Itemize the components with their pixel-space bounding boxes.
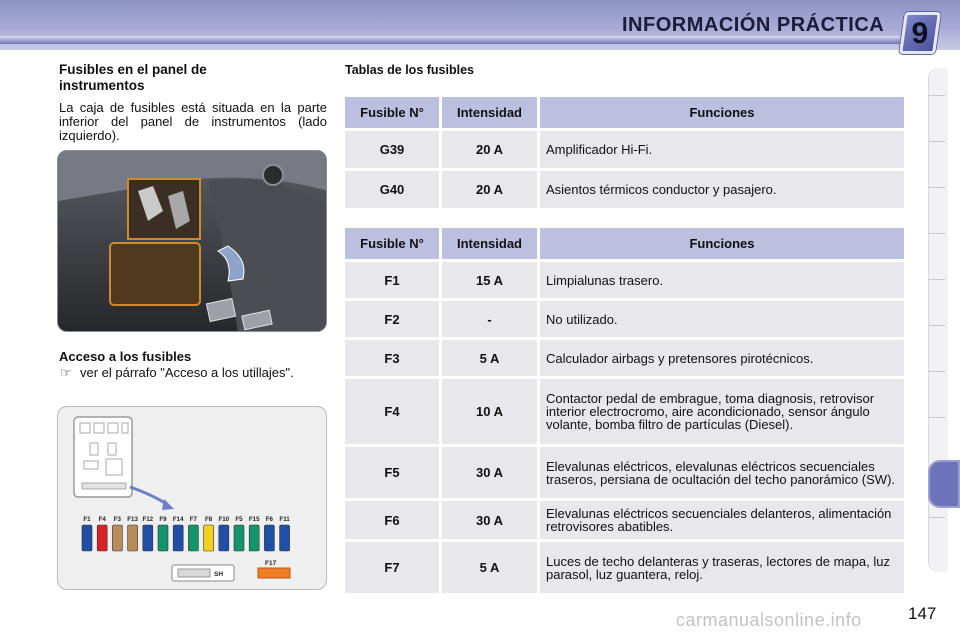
table-row — [345, 340, 904, 379]
fuse-func: Luces de techo delanteras y traseras, lectores de mapa, luz parasol, luz guantera, reloj. — [540, 542, 904, 593]
f17-label: F17 — [265, 560, 277, 567]
sh-shunt — [178, 569, 210, 577]
fuse-label-group — [83, 516, 290, 523]
fuse-f11 — [280, 525, 290, 551]
fuse-func: Asientos térmicos conductor y pasajero. — [540, 171, 904, 208]
fuse-table-1 — [345, 97, 904, 211]
f17-fuse — [258, 568, 290, 578]
hand-pointer-icon: ☞ — [60, 365, 72, 380]
table-row — [345, 501, 904, 542]
rail-tick — [929, 233, 945, 234]
fuse-id: F4 — [345, 379, 439, 444]
fuse-func: Elevalunas eléctricos, elevalunas eléctricos secuenciales traseros, persiana de ocultación del techo panorámico (SW). — [540, 447, 904, 498]
header-intensity: Intensidad — [442, 97, 537, 128]
sh-label: SH — [214, 571, 224, 578]
fuse-label-f15: F15 — [248, 516, 260, 523]
rail-tick — [929, 417, 945, 418]
rail-tick — [929, 141, 945, 142]
fuse-func: Amplificador Hi-Fi. — [540, 131, 904, 168]
rail-tick — [929, 325, 945, 326]
fuse-f6 — [264, 525, 274, 551]
table-row — [345, 542, 904, 596]
fuse-amp: 15 A — [442, 262, 537, 298]
fuse-label-f3: F3 — [113, 516, 122, 523]
header-fuse: Fusible N° — [345, 97, 439, 128]
fuse-amp: 20 A — [442, 131, 537, 168]
fuse-label-f13: F13 — [127, 516, 138, 523]
chapter-tab-active[interactable] — [928, 460, 960, 508]
header-functions: Funciones — [540, 97, 904, 128]
fuse-label-f12: F12 — [142, 516, 154, 523]
rail-tick — [929, 517, 945, 518]
table-row — [345, 171, 904, 211]
table-header-row — [345, 228, 904, 262]
fuse-func: Limpialunas trasero. — [540, 262, 904, 298]
access-list-item — [60, 365, 294, 381]
fuse-f12 — [143, 525, 153, 551]
fuse-id: F5 — [345, 447, 439, 498]
fuse-f15 — [249, 525, 259, 551]
fuse-diagram-svg — [58, 407, 327, 590]
fuse-f13 — [128, 525, 138, 551]
table-row — [345, 131, 904, 171]
fuse-label-f6: F6 — [265, 516, 274, 523]
fuse-label-f1: F1 — [83, 516, 91, 523]
header-strip — [0, 36, 905, 44]
header-functions: Funciones — [540, 228, 904, 259]
dashboard-illustration — [58, 151, 327, 332]
fuse-box-diagram — [57, 406, 327, 590]
fuse-id: F2 — [345, 301, 439, 337]
rail-tick — [929, 95, 945, 96]
fuse-label-f14: F14 — [172, 516, 184, 523]
fuse-func: Calculador airbags y pretensores pirotécnicos. — [540, 340, 904, 376]
chapter-number: 9 — [911, 17, 929, 50]
fuse-func: Elevalunas eléctricos secuenciales delanteros, alimentación retrovisores abatibles. — [540, 501, 904, 539]
fuse-row-group — [82, 525, 290, 551]
fuse-func: Contactor pedal de embrague, toma diagnosis, retrovisor interior electrocromo, aire acondicionado, sensor ángulo volante, bomba filtro de partículas (Diesel). — [540, 379, 904, 444]
fuse-amp: - — [442, 301, 537, 337]
fuse-id: F7 — [345, 542, 439, 593]
fuse-id: G39 — [345, 131, 439, 168]
fuse-amp: 10 A — [442, 379, 537, 444]
page-number: 147 — [908, 604, 937, 623]
fuse-amp: 30 A — [442, 447, 537, 498]
fuse-id: G40 — [345, 171, 439, 208]
fuse-id: F1 — [345, 262, 439, 298]
fuse-table-2 — [345, 228, 904, 596]
table-row — [345, 262, 904, 301]
fuse-amp: 20 A — [442, 171, 537, 208]
fuse-strip — [82, 483, 126, 489]
rail-tick — [929, 279, 945, 280]
fuse-f8 — [204, 525, 214, 551]
watermark: carmanualsonline.info — [676, 610, 862, 630]
access-item-text: ver el párrafo "Acceso a los utillajes". — [80, 365, 294, 380]
intro-paragraph: La caja de fusibles está situada en la parte inferior del panel de instrumentos (lado izquierdo). — [59, 100, 327, 143]
pointer-arrow — [130, 487, 168, 505]
chapter-title: INFORMACIÓN PRÁCTICA — [622, 14, 885, 36]
access-title: Acceso a los fusibles — [59, 349, 192, 364]
header-fuse: Fusible N° — [345, 228, 439, 259]
fuse-f14 — [173, 525, 183, 551]
table-row — [345, 301, 904, 340]
fuse-label-f8: F8 — [204, 516, 213, 523]
fuse-amp: 5 A — [442, 542, 537, 593]
fuse-f7 — [188, 525, 198, 551]
fuse-f5 — [234, 525, 244, 551]
fuse-f1 — [82, 525, 92, 551]
fuse-id: F3 — [345, 340, 439, 376]
dashboard-photo — [57, 150, 327, 332]
rail-tick — [929, 371, 945, 372]
table-row — [345, 379, 904, 447]
fuse-label-f7: F7 — [189, 516, 198, 523]
fuse-id: F6 — [345, 501, 439, 539]
table-row — [345, 447, 904, 501]
fuse-label-f4: F4 — [98, 516, 106, 523]
fuse-f9 — [158, 525, 168, 551]
table-header-row — [345, 97, 904, 131]
tables-title: Tablas de los fusibles — [345, 63, 474, 77]
fuse-amp: 5 A — [442, 340, 537, 376]
fuse-label-f9: F9 — [159, 516, 167, 523]
fuse-label-f11: F11 — [279, 516, 290, 523]
chapter-badge — [899, 12, 941, 54]
fuse-amp: 30 A — [442, 501, 537, 539]
arrow-head-icon — [162, 499, 174, 510]
fuse-f4 — [97, 525, 107, 551]
fuse-f3 — [112, 525, 122, 551]
fuse-func: No utilizado. — [540, 301, 904, 337]
section-title: Fusibles en el panel de instrumentos — [59, 62, 207, 93]
rail-tick — [929, 187, 945, 188]
header-intensity: Intensidad — [442, 228, 537, 259]
fuse-f10 — [219, 525, 229, 551]
fuse-label-f10: F10 — [218, 516, 230, 523]
fuse-label-f5: F5 — [235, 516, 243, 523]
